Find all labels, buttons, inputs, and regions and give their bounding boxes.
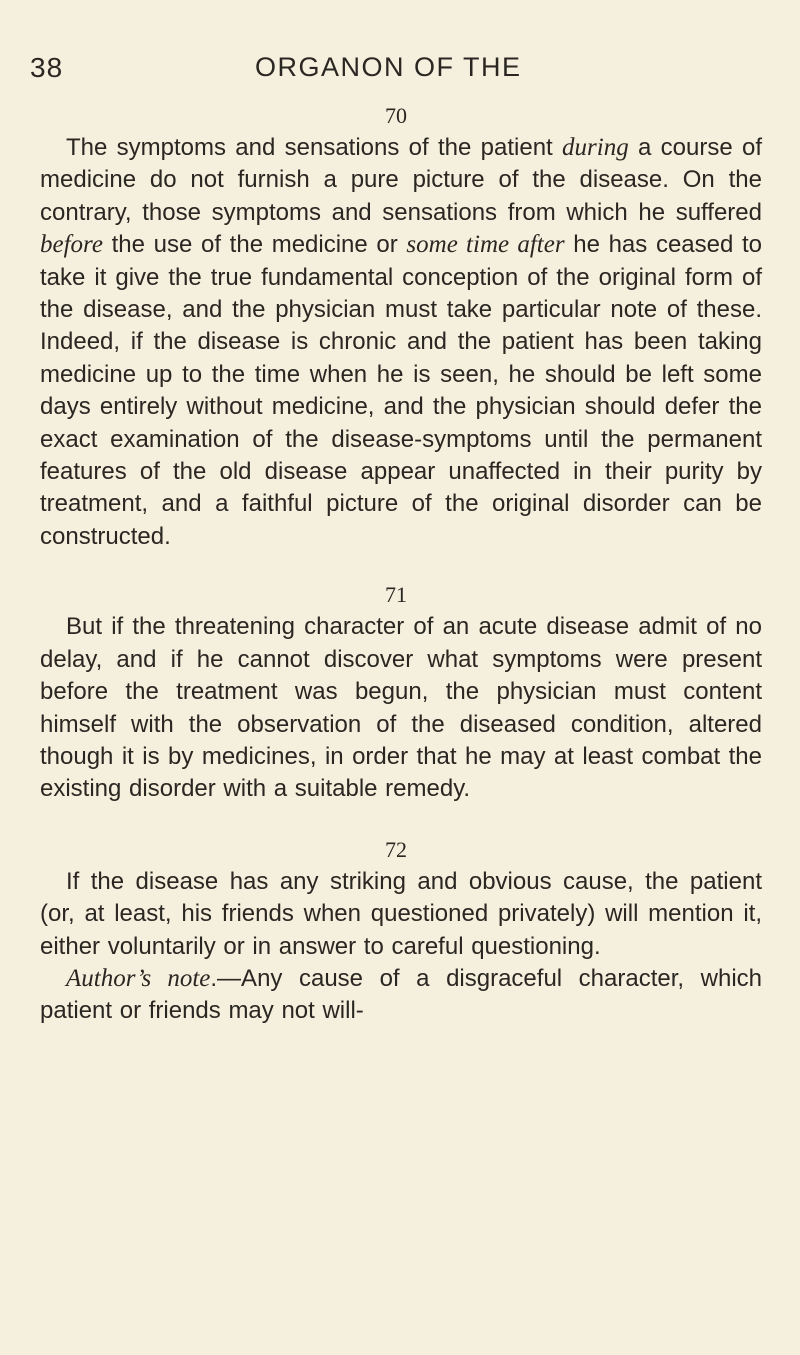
author-note [40, 963, 762, 1028]
emphasis-run: before [40, 231, 103, 259]
text-run: .—Any cause of a disgraceful character, which patient or friends may not will- [40, 964, 762, 1025]
section-70 [40, 102, 762, 553]
section-number: 70 [385, 103, 407, 128]
text-run: a course of medicine do not furnish a pure picture of the disease. On the contrary, those symptoms and sensations from which he suffered [40, 134, 762, 226]
text-run: If the disease has any striking and obvious cause, the patient (or, at least, his friends when questioned privately) will mention it, either voluntarily or in answer to careful questioning. [40, 867, 762, 960]
emphasis-run: some time after [406, 231, 565, 259]
emphasis-run: Author’s note [66, 964, 211, 992]
text-run: The symptoms and sensations of the patient [66, 134, 563, 161]
paragraph [40, 611, 762, 805]
section-72 [40, 836, 762, 1028]
running-title: ORGANON OF THE [255, 52, 522, 82]
text-run: he has ceased to take it give the true fundamental conception of the original form of the disease, and the physician must take particular note of these. Indeed, if the disease is chronic and the patient has been taking medicine up to the time when he is seen, he should be left some days entirely without medicine, and the physician should defer the exact examination of the disease-symptoms until the permanent features of the old disease appear unaffected in their purity by treatment, and a faithful picture of the original disorder can be constructed. [40, 231, 763, 550]
section-number: 72 [385, 836, 407, 862]
paragraph [40, 132, 762, 553]
running-head [30, 52, 790, 92]
emphasis-run: during [562, 134, 629, 161]
paragraph [40, 866, 762, 963]
section-number: 71 [385, 582, 407, 608]
text-run: But if the threatening character of an acute disease admit of no delay, and if he cannot discover what symptoms were present before the treatment was begun, the physician must content himself with the observation of the diseased condition, altered though it is by medicines, in order that he may at least combat the existing disorder with a suitable remedy. [40, 613, 762, 803]
section-71 [40, 581, 762, 805]
text-run: the use of the medicine or [102, 231, 407, 259]
body-text [40, 102, 762, 1054]
page-number: 38 [30, 52, 64, 83]
